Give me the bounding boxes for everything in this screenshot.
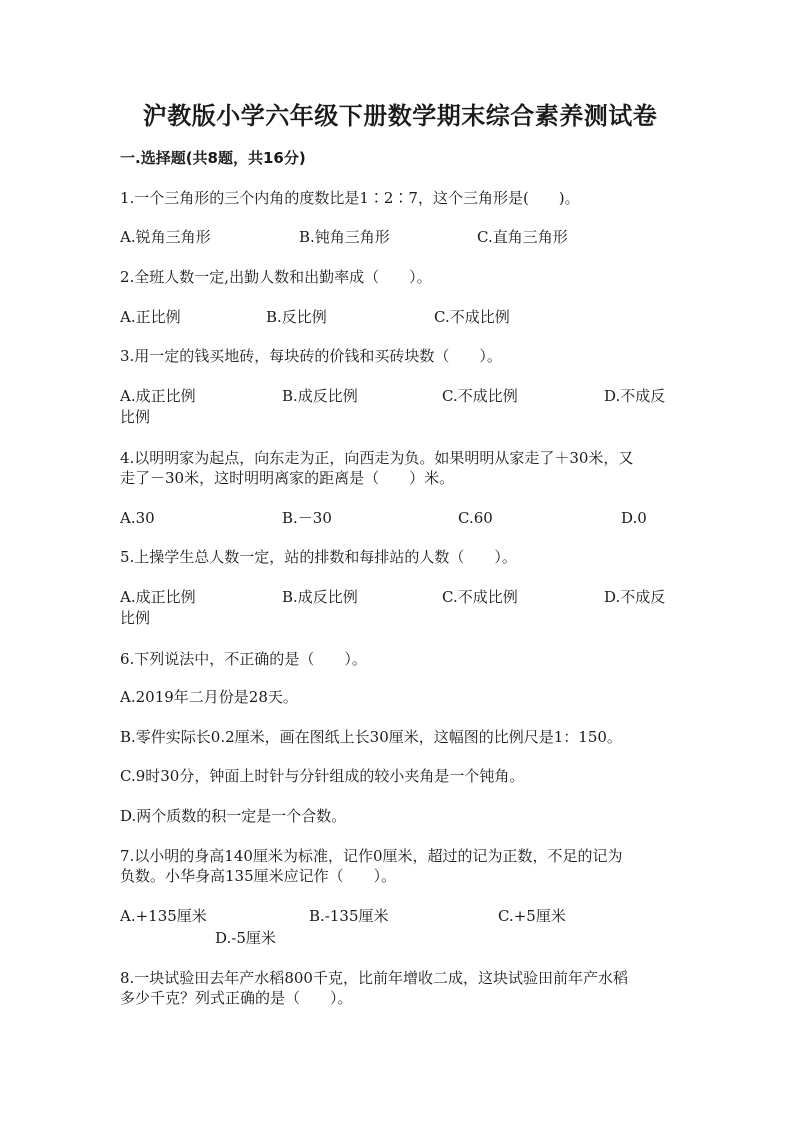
question-6-option-d: D.两个质数的积一定是一个合数。 (120, 807, 347, 825)
question-7-option-a: A.+135厘米 (120, 907, 207, 925)
question-4-option-b: B.－30 (282, 509, 332, 527)
question-3-option-b: B.成反比例 (282, 387, 358, 405)
question-7-option-d: D.-5厘米 (215, 929, 276, 947)
question-7-stem-line-2: 负数。小华身高135厘米应记作（ ）。 (120, 867, 397, 885)
question-4-option-d: D.0 (621, 509, 647, 527)
question-6-option-c: C.9时30分，钟面上时针与分针组成的较小夹角是一个钝角。 (120, 767, 525, 785)
question-6-option-a: A.2019年二月份是28天。 (120, 688, 298, 706)
question-1-option-c: C.直角三角形 (477, 228, 568, 246)
question-7-option-c: C.+5厘米 (498, 907, 566, 925)
question-3-option-d-wrap: 比例 (120, 408, 151, 426)
question-1-option-b: B.钝角三角形 (299, 228, 390, 246)
question-2-option-c: C.不成比例 (434, 308, 510, 326)
question-3-option-c: C.不成比例 (442, 387, 518, 405)
question-6-stem: 6.下列说法中，不正确的是（ ）。 (120, 650, 367, 668)
section-heading: 一.选择题(共8题，共16分) (120, 149, 306, 167)
question-4-stem-line-1: 4.以明明家为起点，向东走为正，向西走为负。如果明明从家走了＋30米，又 (120, 449, 634, 467)
question-2-option-b: B.反比例 (266, 308, 327, 326)
page-title: 沪教版小学六年级下册数学期末综合素养测试卷 (142, 102, 658, 130)
question-3-option-a: A.成正比例 (120, 387, 196, 405)
question-8-stem-line-2: 多少千克？列式正确的是（ ）。 (120, 989, 353, 1007)
question-1-stem: 1.一个三角形的三个内角的度数比是1∶2∶7，这个三角形是( )。 (120, 189, 580, 207)
question-5-stem: 5.上操学生总人数一定，站的排数和每排站的人数（ ）。 (120, 548, 517, 566)
question-4-option-a: A.30 (120, 509, 155, 527)
question-8-stem-line-1: 8.一块试验田去年产水稻800千克，比前年增收二成，这块试验田前年产水稻 (120, 969, 628, 987)
question-3-option-d: D.不成反 (604, 387, 666, 405)
question-2-stem: 2.全班人数一定,出勤人数和出勤率成（ ）。 (120, 268, 432, 286)
question-6-option-b: B.零件实际长0.2厘米，画在图纸上长30厘米，这幅图的比例尺是1：150。 (120, 728, 622, 746)
question-5-option-a: A.成正比例 (120, 588, 196, 606)
question-4-stem-line-2: 走了－30米，这时明明离家的距离是（ ）米。 (120, 469, 455, 487)
question-2-option-a: A.正比例 (120, 308, 181, 326)
question-4-option-c: C.60 (458, 509, 493, 527)
question-7-stem-line-1: 7.以小明的身高140厘米为标准，记作0厘米，超过的记为正数，不足的记为 (120, 847, 623, 865)
question-5-option-d-wrap: 比例 (120, 609, 151, 627)
question-5-option-b: B.成反比例 (282, 588, 358, 606)
question-5-option-c: C.不成比例 (442, 588, 518, 606)
question-3-stem: 3.用一定的钱买地砖，每块砖的价钱和买砖块数（ ）。 (120, 347, 502, 365)
question-1-option-a: A.锐角三角形 (120, 228, 211, 246)
question-5-option-d: D.不成反 (604, 588, 666, 606)
question-7-option-b: B.-135厘米 (309, 907, 389, 925)
